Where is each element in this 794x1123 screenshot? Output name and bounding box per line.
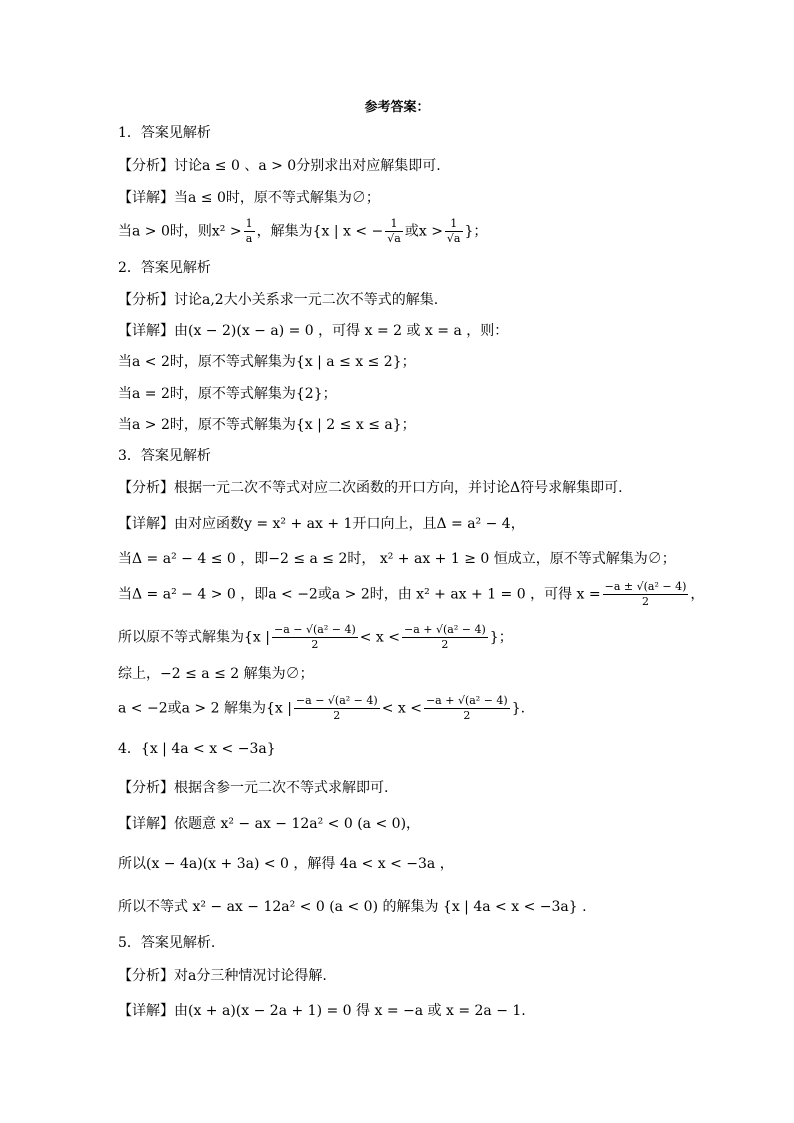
frac-numerator: −a − √(a² − 4) — [273, 623, 356, 636]
q1-frac-1 — [244, 217, 255, 246]
q3-case-2 — [118, 580, 704, 609]
q3-sol-frac-2 — [402, 623, 488, 652]
q3-solution-end: }； — [489, 629, 513, 646]
q3-between: < x < — [359, 629, 401, 646]
q4-conclusion: 所以不等式 x² − ax − 12a² < 0 (a < 0) 的解集为 {x | 4a < x < −3a} . — [118, 899, 587, 915]
frac-numerator: 1 — [245, 217, 253, 230]
q1-analysis: 【分析】讨论a ≤ 0 、a > 0分别求出对应解集即可. — [118, 158, 441, 174]
q4-factor: 所以(x − 4a)(x + 3a) < 0 ，解得 4a < x < −3a ， — [118, 856, 454, 872]
frac-numerator: −a + √(a² − 4) — [425, 694, 508, 707]
q3-summary2-text: a < −2或a > 2 解集为{x | — [118, 700, 292, 717]
q3-sum-between: < x < — [381, 700, 422, 717]
q3-header: 3．答案见解析 — [118, 448, 211, 464]
q3-case2-text: 当Δ = a² − 4 > 0 ，即a < −2或a > 2时，由 x² + ax + 1 = 0 ，可得 x = — [118, 586, 601, 603]
frac-numerator: −a + √(a² − 4) — [404, 623, 486, 636]
q1-detail-case — [118, 217, 487, 246]
q3-sol-frac-1 — [272, 623, 358, 652]
q3-solution-text: 所以原不等式解集为{x | — [118, 629, 270, 646]
q3-sum-end: }. — [511, 700, 526, 717]
q3-detail: 【详解】由对应函数y = x² + ax + 1开口向上，且Δ = a² − 4， — [118, 516, 525, 532]
q1-or-text: 或x > — [404, 223, 443, 240]
q1-detail: 【详解】当a ≤ 0时，原不等式解集为∅； — [118, 190, 380, 206]
q5-analysis: 【分析】对a分三种情况讨论得解. — [118, 968, 327, 984]
q3-analysis: 【分析】根据一元二次不等式对应二次函数的开口方向，并讨论Δ符号求解集即可. — [118, 480, 623, 496]
q1-solution-text: ，解集为{x | x < − — [256, 223, 384, 240]
frac-denominator: 2 — [333, 709, 341, 722]
q5-detail: 【详解】由(x + a)(x − 2a + 1) = 0 得 x = −a 或 x = 2a − 1. — [118, 1003, 526, 1019]
q3-summary-2 — [118, 694, 525, 723]
frac-numerator: 1 — [445, 217, 463, 232]
frac-denominator: √a — [387, 232, 401, 245]
q2-case-1: 当a < 2时，原不等式解集为{x | a ≤ x ≤ 2}； — [118, 354, 416, 370]
q3-sum-frac-2 — [424, 694, 510, 723]
q3-summary: 综上，−2 ≤ a ≤ 2 解集为∅； — [118, 666, 314, 682]
q2-case-3: 当a > 2时，原不等式解集为{x | 2 ≤ x ≤ a}； — [118, 417, 416, 433]
q2-analysis: 【分析】讨论a,2大小关系求一元二次不等式的解集. — [118, 292, 439, 308]
q1-frac-3 — [445, 217, 463, 246]
q1-frac-2 — [385, 217, 403, 246]
q3-case-1: 当Δ = a² − 4 ≤ 0 ，即−2 ≤ a ≤ 2时， x² + ax + 1 ≥ 0 恒成立，原不等式解集为∅； — [118, 551, 676, 567]
frac-denominator: 2 — [311, 638, 319, 651]
q4-header: 4．{x | 4a < x < −3a} — [118, 741, 276, 757]
q1-header: 1．答案见解析 — [118, 125, 211, 141]
q1-end-text: }； — [464, 223, 488, 240]
q4-analysis: 【分析】根据含参一元二次不等式求解即可. — [118, 780, 389, 796]
frac-numerator: −a ± √(a² − 4) — [604, 580, 687, 593]
q3-case2-end: ， — [690, 586, 705, 603]
q5-header: 5．答案见解析. — [118, 935, 216, 951]
page-title: 参考答案： — [364, 100, 430, 115]
q2-detail: 【详解】由(x − 2)(x − a) = 0 ，可得 x = 2 或 x = a ，则： — [118, 323, 509, 339]
frac-denominator: √a — [446, 232, 461, 245]
q2-header: 2．答案见解析 — [118, 260, 211, 276]
frac-denominator: 2 — [642, 595, 649, 608]
q1-case-text: 当a > 0时，则x² > — [118, 223, 242, 240]
q3-solution — [118, 623, 513, 652]
q4-detail: 【详解】依题意 x² − ax − 12a² < 0 (a < 0)， — [118, 816, 421, 832]
q3-root-frac — [603, 580, 689, 609]
frac-denominator: 2 — [463, 709, 471, 722]
frac-numerator: −a − √(a² − 4) — [295, 694, 378, 707]
frac-denominator: 2 — [441, 638, 449, 651]
q3-sum-frac-1 — [294, 694, 380, 723]
frac-denominator: a — [245, 232, 253, 245]
q2-case-2: 当a = 2时，原不等式解集为{2}； — [118, 386, 337, 402]
frac-numerator: 1 — [385, 217, 403, 232]
